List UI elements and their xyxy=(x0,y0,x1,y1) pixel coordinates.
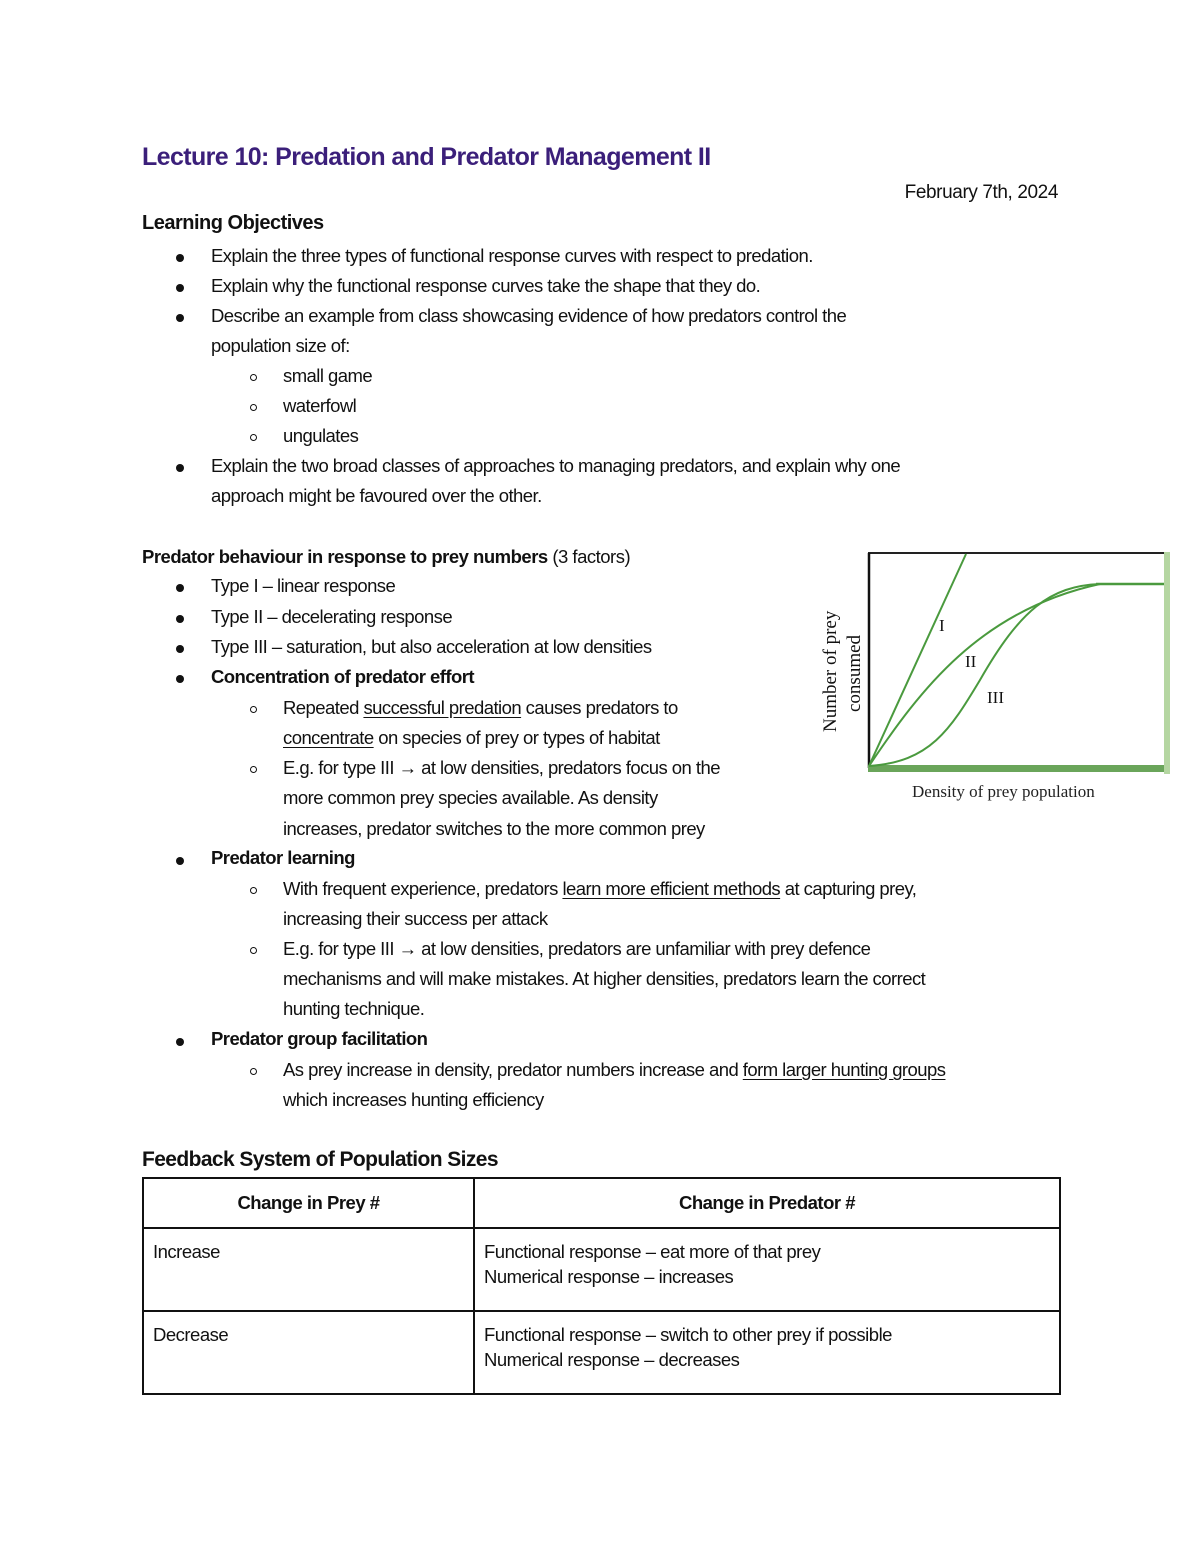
table-row xyxy=(143,1228,1060,1311)
objective-subitem: small game xyxy=(283,365,373,386)
chart-right-border xyxy=(1164,552,1170,774)
text: With frequent experience, predators xyxy=(283,878,563,899)
numerical-response-text: Numerical response – decreases xyxy=(484,1349,740,1370)
x-axis-label: Density of prey population xyxy=(912,782,1095,801)
underlined-text: concentrate xyxy=(283,727,374,748)
objective-item-continuation: population size of: xyxy=(211,335,350,356)
learning-heading: Predator learning xyxy=(211,847,355,868)
concentration-example: E.g. for type III → at low densities, predators focus on the xyxy=(283,757,720,778)
text: As prey increase in density, predator numbers increase and xyxy=(283,1059,743,1080)
prey-change-cell: Decrease xyxy=(143,1311,474,1394)
curve-label-iii: III xyxy=(987,688,1004,707)
sub-bullet-icon xyxy=(250,766,257,773)
bullet-icon xyxy=(176,1038,184,1046)
column-header: Change in Predator # xyxy=(474,1178,1060,1228)
text: causes predators to xyxy=(521,697,678,718)
learning-example: E.g. for type III → at low densities, predators are unfamiliar with prey defence xyxy=(283,938,871,959)
concentration-heading: Concentration of predator effort xyxy=(211,666,474,687)
curve-label-ii: II xyxy=(965,652,977,671)
sub-bullet-icon xyxy=(250,1068,257,1075)
sub-bullet-icon xyxy=(250,887,257,894)
bullet-icon xyxy=(176,615,184,623)
y-axis-label-line1: Number of prey xyxy=(820,610,841,732)
lecture-date: February 7th, 2024 xyxy=(904,182,1058,203)
learning-objectives-heading: Learning Objectives xyxy=(142,212,324,234)
feedback-table xyxy=(142,1177,1061,1395)
x-axis xyxy=(868,765,1164,772)
sub-bullet-icon xyxy=(250,404,257,411)
type-item: Type III – saturation, but also acceleration at low densities xyxy=(211,636,652,657)
column-header: Change in Prey # xyxy=(143,1178,474,1228)
sub-bullet-icon xyxy=(250,434,257,441)
feedback-heading: Feedback System of Population Sizes xyxy=(142,1148,498,1171)
prey-change-cell: Increase xyxy=(143,1228,474,1311)
objective-item: Describe an example from class showcasing evidence of how predators control the xyxy=(211,305,847,326)
functional-response-text: Functional response – eat more of that prey xyxy=(484,1241,821,1262)
bullet-icon xyxy=(176,857,184,865)
underlined-text: successful predation xyxy=(363,697,522,718)
predator-change-cell xyxy=(474,1228,1060,1311)
objective-subitem: waterfowl xyxy=(283,395,357,416)
heading-bold: Predator behaviour in response to prey numbers xyxy=(142,546,548,567)
bullet-icon xyxy=(176,254,184,262)
type-item: Type I – linear response xyxy=(211,575,396,596)
table-header-row xyxy=(143,1178,1060,1228)
objective-item: Explain why the functional response curves take the shape that they do. xyxy=(211,275,761,296)
bullet-icon xyxy=(176,284,184,292)
objective-item: Explain the two broad classes of approaches to managing predators, and explain why one xyxy=(211,455,901,476)
sub-bullet-icon xyxy=(250,947,257,954)
learning-example-continuation: mechanisms and will make mistakes. At higher densities, predators learn the correct xyxy=(283,968,926,989)
curve-type-ii xyxy=(869,584,1100,766)
group-point-continuation: which increases hunting efficiency xyxy=(283,1089,544,1110)
underlined-text: learn more efficient methods xyxy=(562,878,781,899)
predator-change-cell xyxy=(474,1311,1060,1394)
type-item: Type II – decelerating response xyxy=(211,606,453,627)
sub-bullet-icon xyxy=(250,374,257,381)
curve-type-iii xyxy=(869,584,1164,766)
objective-subitem: ungulates xyxy=(283,425,359,446)
group-point xyxy=(283,1059,945,1081)
bullet-icon xyxy=(176,675,184,683)
concentration-point-continuation xyxy=(283,727,660,749)
concentration-point xyxy=(283,697,678,719)
bullet-icon xyxy=(176,645,184,653)
group-heading: Predator group facilitation xyxy=(211,1028,428,1049)
learning-point-continuation: increasing their success per attack xyxy=(283,908,548,929)
bullet-icon xyxy=(176,464,184,472)
underlined-text: form larger hunting groups xyxy=(742,1059,946,1080)
functional-response-chart xyxy=(800,540,1200,815)
curve-type-i xyxy=(869,554,966,766)
objective-item: Explain the three types of functional response curves with respect to predation. xyxy=(211,245,813,266)
concentration-example-continuation: increases, predator switches to the more common prey xyxy=(283,818,705,839)
text: Repeated xyxy=(283,697,364,718)
learning-example-continuation: hunting technique. xyxy=(283,998,425,1019)
bullet-icon xyxy=(176,584,184,592)
y-axis-label-line2: consumed xyxy=(844,634,865,712)
predator-behaviour-heading xyxy=(142,546,630,568)
page-title: Lecture 10: Predation and Predator Management II xyxy=(142,143,711,171)
table-row xyxy=(143,1311,1060,1394)
numerical-response-text: Numerical response – increases xyxy=(484,1266,734,1287)
learning-point xyxy=(283,878,916,900)
text: at capturing prey, xyxy=(780,878,917,899)
sub-bullet-icon xyxy=(250,706,257,713)
objective-item-continuation: approach might be favoured over the other. xyxy=(211,485,542,506)
text: on species of prey or types of habitat xyxy=(373,727,660,748)
concentration-example-continuation: more common prey species available. As density xyxy=(283,787,658,808)
functional-response-text: Functional response – switch to other prey if possible xyxy=(484,1324,892,1345)
curve-label-i: I xyxy=(939,616,945,635)
heading-suffix: (3 factors) xyxy=(547,546,631,567)
bullet-icon xyxy=(176,314,184,322)
